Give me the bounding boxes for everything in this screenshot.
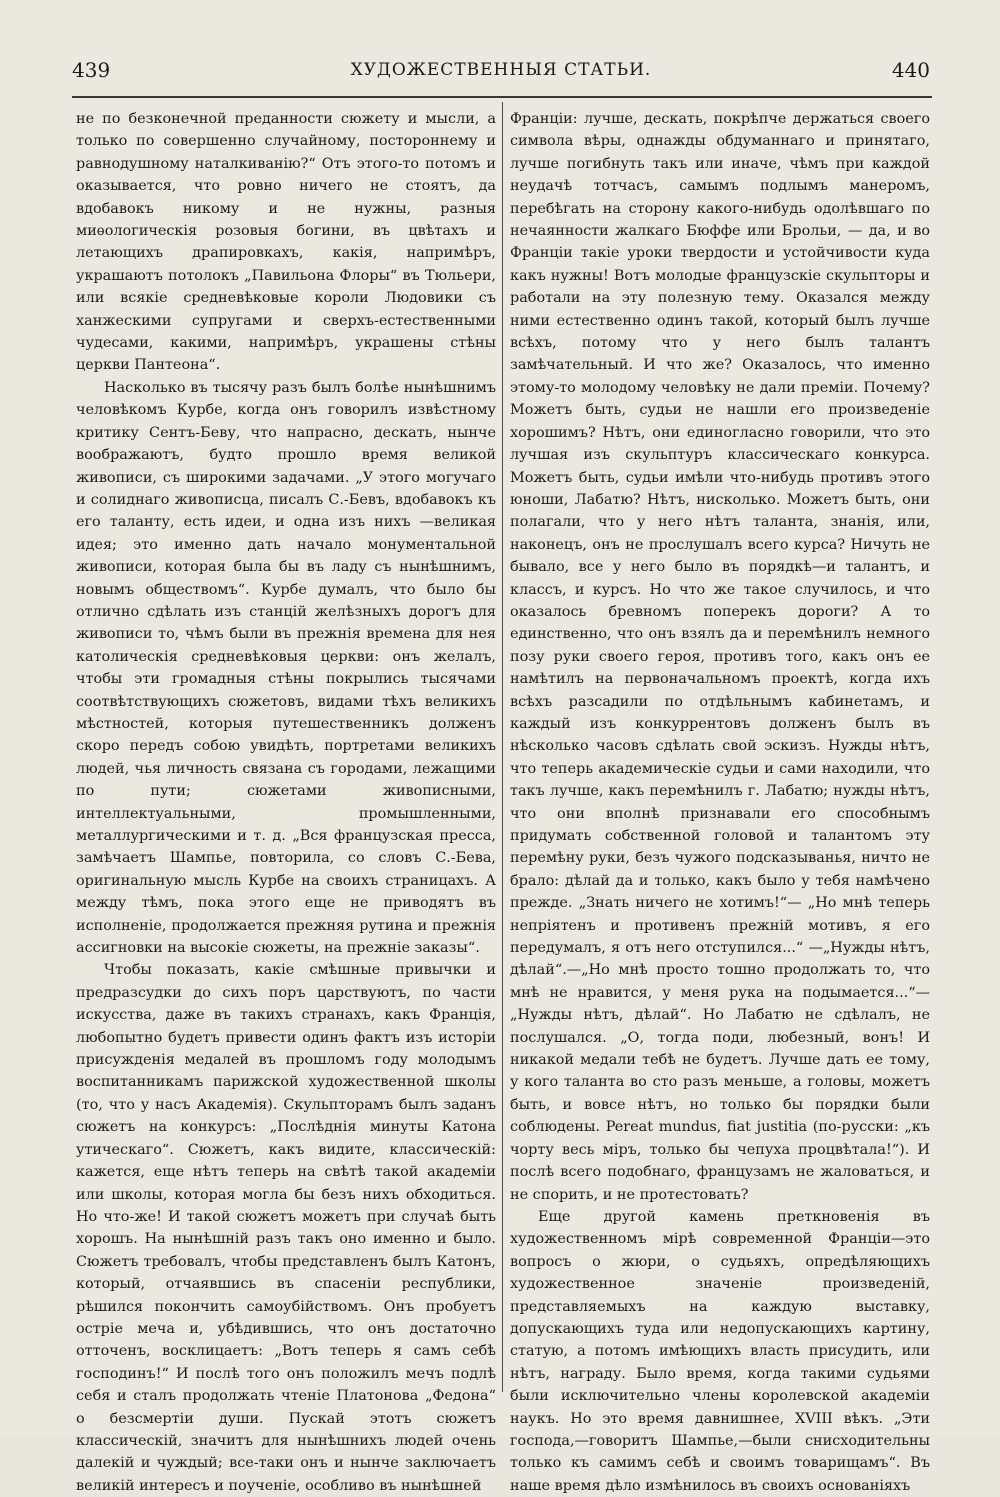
right-paragraph-1: Франціи: лучше, дескать, покрѣпче держаться своего символа вѣры, однажды обдуманнаго и принятаго, лучше погибнуть такъ или иначе, чѣмъ при каждой неудачѣ тотчасъ, самымъ подлымъ манеромъ, перебѣгать на сторону какого-нибудь одолѣвшаго по нечаянности жалкаго Бюффе или Брольи, — да, и во Франціи такіе уроки твердости и устойчивости куда какъ нужны! Вотъ молодые французскіе скульпторы и работали на эту полезную тему. Оказался между ними естественно одинъ такой, который былъ лучше всѣхъ, потому что у него былъ талантъ замѣчательный. И что же? Оказалось, что именно этому-то молодому человѣку не дали преміи. Почему? Можетъ быть, судьи не нашли его произведеніе хорошимъ? Нѣтъ, они единогласно говорили, что это лучшая изъ скульптуръ классическаго конкурса. Можетъ быть, судьи имѣли что-нибудь противъ этого юноши, Лабатю? Нѣтъ, нисколько. Можетъ быть, они полагали, что у него нѣтъ таланта, знанія, или, наконецъ, онъ не прослушалъ всего курса? Ничуть не бывало, все у него было въ порядкѣ—и талантъ, и классъ, и курсъ. Но что же такое случилось, и что оказалось бревномъ поперекъ дороги? А то единственно, что онъ взялъ да и перемѣнилъ немного позу руки своего героя, противъ того, какъ онъ ее намѣтилъ на первоначальномъ проектѣ, когда ихъ всѣхъ разсадили по отдѣльнымъ кабинетамъ, и каждый изъ конкуррентовъ долженъ былъ въ нѣсколько часовъ сдѣлать свой эскизъ. Нужды нѣтъ, что теперь академическіе судьи и сами находили, что такъ лучше, какъ перемѣнилъ г. Лабатю; нужды нѣтъ, что они вполнѣ признавали его способнымъ придумать собственной головой и талантомъ эту перемѣну руки, безъ чужого подсказыванья, ничто не брало: дѣлай да и только, какъ было у тебя намѣчено прежде. „Знать ничего не хотимъ!“— „Но мнѣ теперь непріятенъ и противенъ прежній мотивъ, я его передумалъ, я отъ него отступился...“ —„Нужды нѣтъ, дѣлай“.—„Но мнѣ просто тошно продолжать то, что мнѣ не нравится, у меня рука на подымается...“—„Нужды нѣтъ, дѣлай“. Но Лабатю не сдѣлалъ, не послушался. „О, тогда поди, любезный, вонъ! И никакой медали тебѣ не будетъ. Лучше дать ее тому, у кого таланта во сто разъ меньше, а головы, можетъ быть, и вовсе нѣтъ, но только бы порядки были соблюдены. Pereat mundus, fiat justitia (по-русски: „къ чорту весь міръ, только бы чепуха процвѣтала!“). И послѣ всего подобнаго, французамъ не жаловаться, и не спорить, и не протестовать? [510,111,930,1203]
page-number-left: 439 [72,58,111,82]
running-header [72,58,930,92]
left-paragraph-1: не по безконечной преданности сюжету и мысли, а только по совершенно случайному, постороннему и равнодушному наталкиванію?“ Отъ этого-то потомъ и оказывается, что ровно ничего не стоятъ, да вдобавокъ никому и не нужны, разныя миѳологическія розовыя богини, въ цвѣтахъ и летающихъ драпировкахъ, какія, напримѣръ, украшаютъ потолокъ „Павильона Флоры“ въ Тюльери, или всякіе средневѣковые короли Людовики съ ханжескими супругами и сверхъ-естественными чудесами, какими, напримѣръ, украшены стѣны церкви Пантеона“. [76,111,496,374]
column-divider [502,102,503,1392]
left-paragraph-3: Чтобы показать, какіе смѣшные привычки и предразсудки до сихъ поръ царствуютъ, по части искусства, даже въ такихъ странахъ, какъ Франція, любопытно будетъ привести одинъ фактъ изъ исторіи присужденія медалей въ прошломъ году молодымъ воспитанникамъ парижской художественной школы (то, что у насъ Академія). Скульпторамъ былъ заданъ сюжетъ на конкурсъ: „Послѣднія минуты Катона утическаго“. Сюжетъ, какъ видите, классическій: кажется, еще нѣтъ теперь на свѣтѣ такой академіи или школы, которая могла бы безъ нихъ обходиться. Но что-же! И такой сюжетъ можетъ при случаѣ быть хорошъ. На нынѣшній разъ такъ оно именно и было. Сюжетъ требовалъ, чтобы представленъ былъ Катонъ, который, отчаявшись въ спасеніи республики, рѣшился покончить самоубійствомъ. Онъ пробуетъ остріе меча и, убѣдившись, что онъ достаточно отточенъ, восклицаетъ: „Вотъ теперь я самъ себѣ господинъ!“ И послѣ того онъ положилъ мечъ подлѣ себя и сталъ продолжать чтеніе Платонова „Федона“ о безсмертіи души. Пускай этотъ сюжетъ классическій, значитъ для нынѣшнихъ людей очень далекій и чуждый; все-таки онъ и нынче заключаетъ великій интересъ и поученіе, особливо въ нынѣшней [76,962,496,1494]
right-column [510,108,930,1497]
left-paragraph-2: Насколько въ тысячу разъ былъ болѣе нынѣшнимъ человѣкомъ Курбе, когда онъ говорилъ извѣстному критику Сентъ-Беву, что напрасно, дескать, нынче воображаютъ, будто прошло время великой живописи, съ широкими задачами. „У этого могучаго и солиднаго живописца, писалъ С.-Бевъ, вдобавокъ къ его таланту, есть идеи, и одна изъ нихъ —великая идея; это именно дать начало монументальной живописи, которая была бы въ ладу съ нынѣшнимъ, новымъ обществомъ“. Курбе думалъ, что было бы отлично сдѣлать изъ станцій желѣзныхъ дорогъ для живописи то, чѣмъ были въ прежнія времена для нея католическія средневѣковыя церкви: онъ желалъ, чтобы эти громадныя стѣны покрылись тысячами соотвѣтствующихъ сюжетовъ, видами тѣхъ великихъ мѣстностей, которыя путешественникъ долженъ скоро передъ собою увидѣть, портретами великихъ людей, чья личность связана съ городами, лежащими по пути; сюжетами живописными, интеллектуальными, промышленными, металлургическими и т. д. „Вся французская пресса, замѣчаетъ Шампье, повторила, со словъ С.-Бева, оригинальную мысль Курбе на своихъ страницахъ. А между тѣмъ, пока этого еще не приводятъ въ исполненіе, продолжается прежняя рутина и прежнія ассигновки на высокіе сюжеты, на прежніе заказы“. [76,379,496,957]
left-column [76,108,496,1497]
right-paragraph-2: Еще другой камень преткновенія въ художественномъ мірѣ современной Франціи—это вопросъ о жюри, о судьяхъ, опредѣляющихъ художественное значеніе произведеній, представляемыхъ на каждую выставку, допускающихъ туда или недопускающихъ картину, статую, а потомъ имѣющихъ власть присудить, или нѣтъ, награду. Было время, когда такими судьями были исключительно члены королевской академіи наукъ. Но это время давнишнее, XVIII вѣкъ. „Эти господа,—говоритъ Шампье,—были снисходительны только къ самимъ себѣ и своимъ товарищамъ“. Въ наше время дѣло измѣнилось въ своихъ основаніяхъ [510,1208,930,1494]
page-number-right: 440 [891,58,930,82]
header-rule [72,96,932,98]
running-title: ХУДОЖЕСТВЕННЫЯ СТАТЬИ. [350,60,652,80]
